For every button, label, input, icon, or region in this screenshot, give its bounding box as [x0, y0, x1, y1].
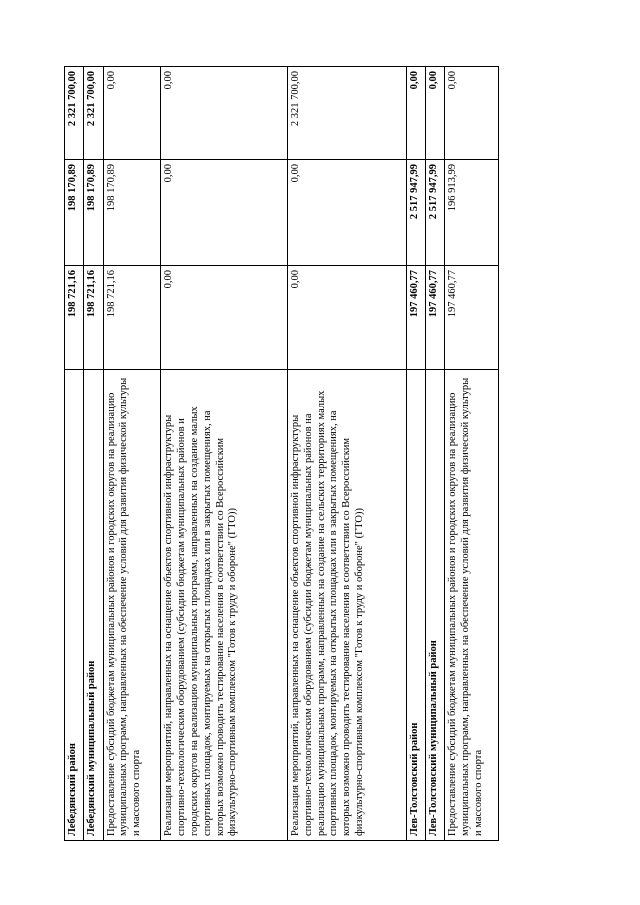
value-cell: 2 321 700,00: [65, 67, 84, 160]
value-cell: 0,00: [425, 67, 444, 160]
table-row: [103, 67, 161, 841]
budget-table: [64, 66, 499, 841]
row-label: Предоставление субсидий бюджетам муниципальных районов и городских округов на реализацию муниципальных программ, направленных на обеспечение условий для развития физической культуры и массового спорта: [103, 370, 161, 841]
value-cell: 0,00: [103, 67, 161, 160]
value-cell: 2 321 700,00: [288, 67, 407, 160]
value-cell: 197 460,77: [406, 266, 425, 370]
table-row: [84, 67, 103, 841]
value-cell: 0,00: [288, 160, 407, 266]
table-row: [288, 67, 407, 841]
value-cell: 198 721,16: [103, 266, 161, 370]
value-cell: 0,00: [445, 67, 499, 160]
value-cell: 0,00: [161, 266, 288, 370]
table-row: [406, 67, 425, 841]
value-cell: 0,00: [288, 266, 407, 370]
value-cell: 197 460,77: [425, 266, 444, 370]
value-cell: 0,00: [161, 67, 288, 160]
table-row: [445, 67, 499, 841]
row-label: Лев-Толстовский муниципальный район: [425, 370, 444, 841]
row-label: Лебедянский муниципальный район: [84, 370, 103, 841]
value-cell: 198 170,89: [84, 160, 103, 266]
value-cell: 198 721,16: [65, 266, 84, 370]
value-cell: 198 170,89: [103, 160, 161, 266]
value-cell: 0,00: [406, 67, 425, 160]
value-cell: 196 913,99: [445, 160, 499, 266]
table-row: [161, 67, 288, 841]
value-cell: 2 517 947,99: [425, 160, 444, 266]
value-cell: 197 460,77: [445, 266, 499, 370]
row-label: Предоставление субсидий бюджетам муниципальных районов и городских округов на реализацию муниципальных программ, направленных на обеспечение условий для развития физической культуры и массового спорта: [445, 370, 499, 841]
table-row: [425, 67, 444, 841]
row-label: Реализация мероприятий, направленных на оснащение объектов спортивной инфраструктуры спортивно-технологическим оборудованием (субсидии бюджетам муниципальных районов на реализацию муниципальных программ, направленных на создание на сельских территориях малых спортивных площадок, монтируемых на открытых площадках или в закрытых помещениях, на которых возможно проводить тестирование населения в соответствии со Всероссийским физкультурно-спортивным комплексом "Готов к труду и обороне" (ГТО)): [288, 370, 407, 841]
row-label: Лебедянский район: [65, 370, 84, 841]
row-label: Лев-Толстовский район: [406, 370, 425, 841]
value-cell: 2 321 700,00: [84, 67, 103, 160]
row-label: Реализация мероприятий, направленных на оснащение объектов спортивной инфраструктуры спортивно-технологическим оборудованием (субсидии бюджетам муниципальных районов и городских округов на реализацию муниципальных программ, направленных на создание малых спортивных площадок, монтируемых на открытых площадках или в закрытых помещениях, на которых возможно проводить тестирование населения в соответствии со Всероссийским физкультурно-спортивным комплексом "Готов к труду и обороне" (ГТО)): [161, 370, 288, 841]
table-row: [65, 67, 84, 841]
rotated-page: [64, 67, 499, 841]
value-cell: 0,00: [161, 160, 288, 266]
value-cell: 198 170,89: [65, 160, 84, 266]
value-cell: 198 721,16: [84, 266, 103, 370]
value-cell: 2 517 947,99: [406, 160, 425, 266]
